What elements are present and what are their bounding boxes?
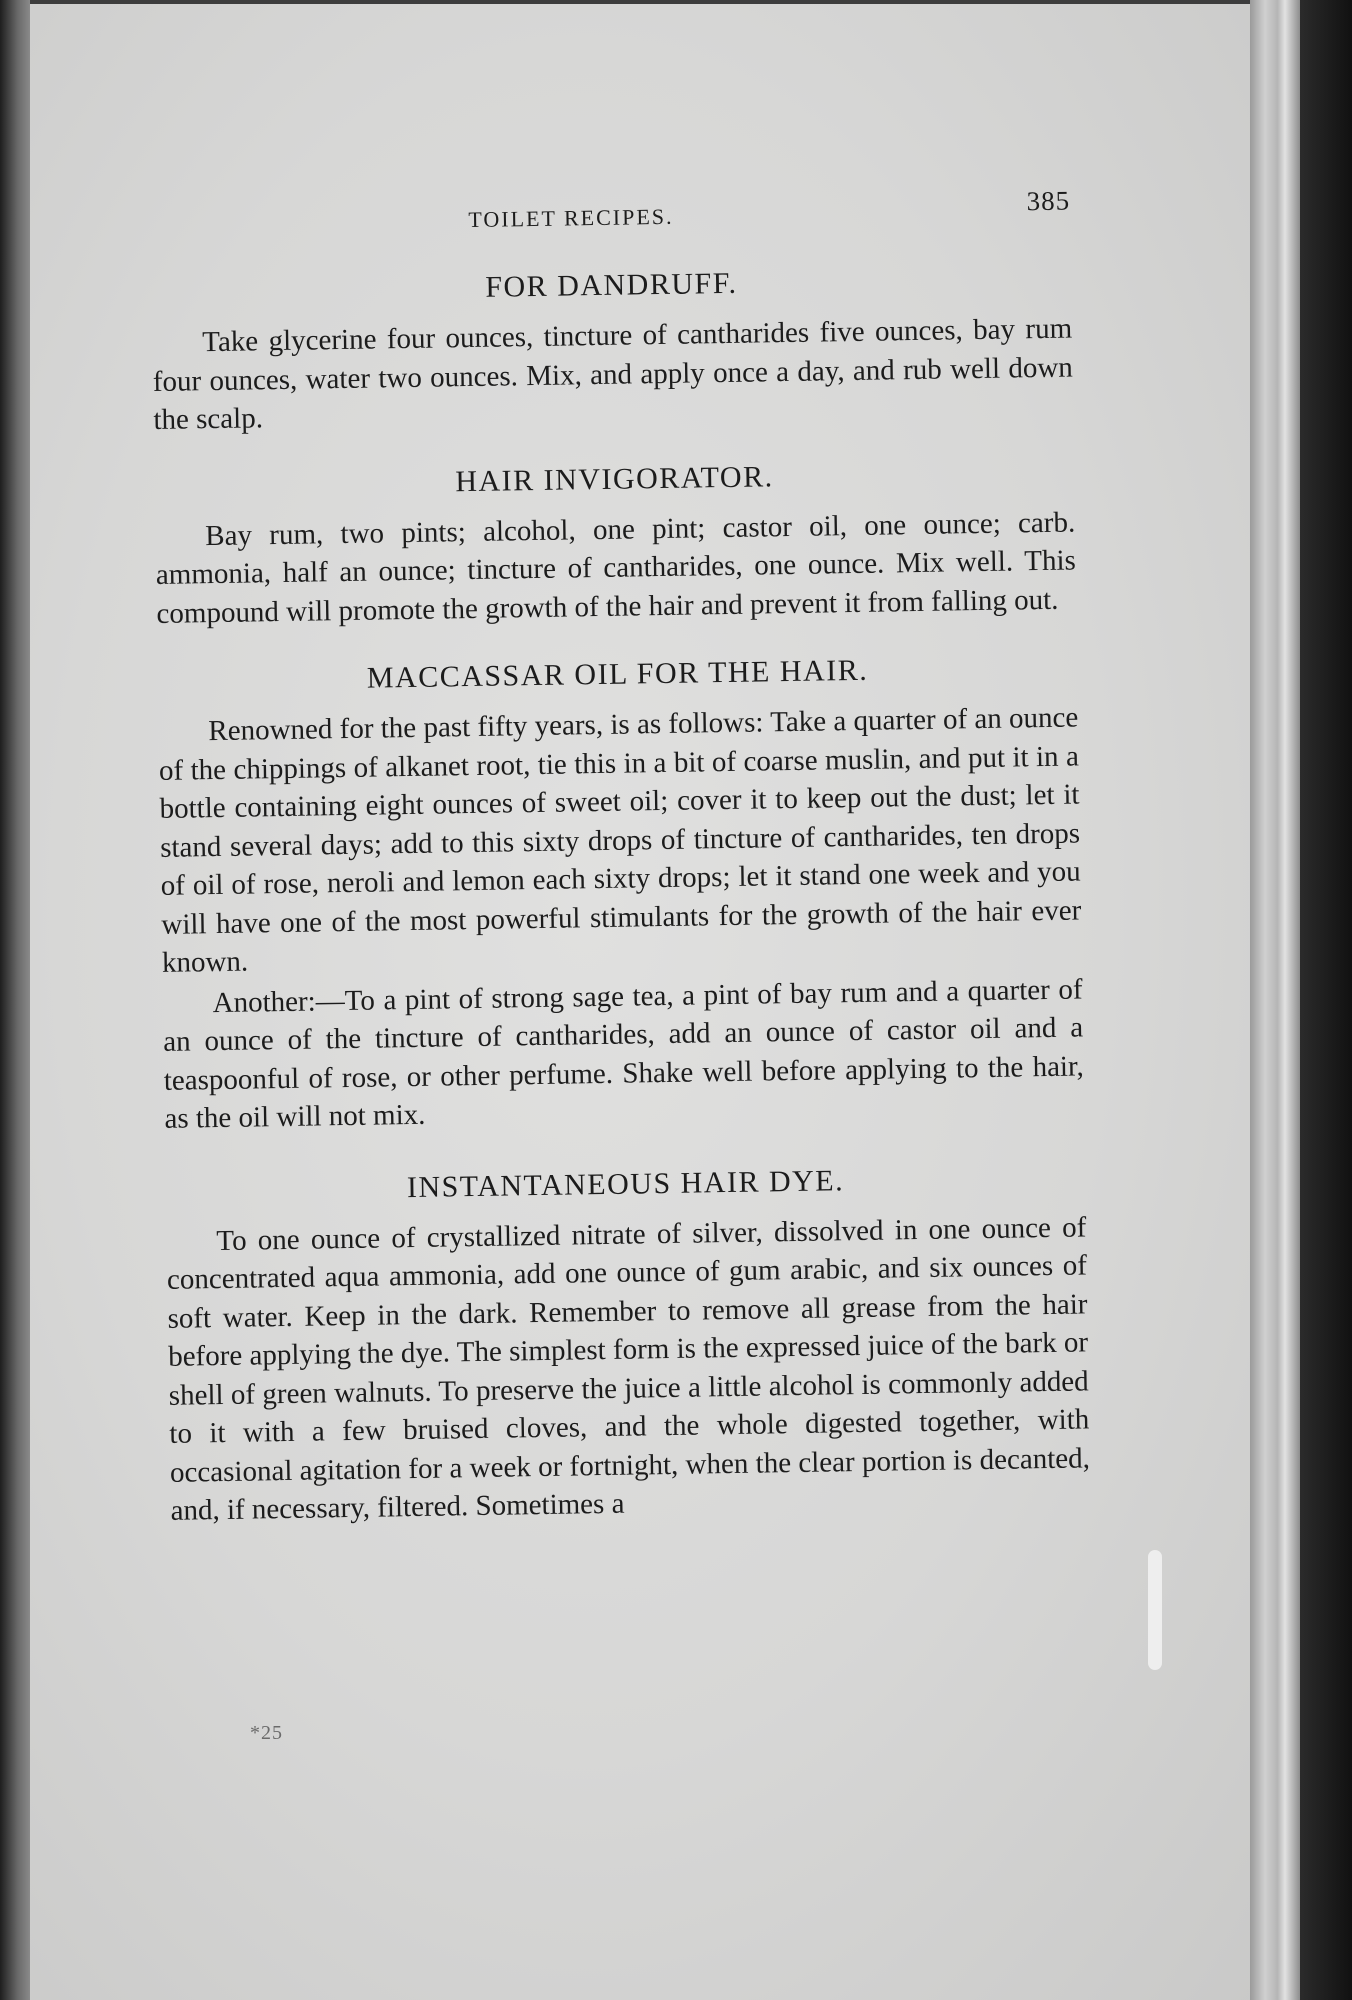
paragraph-hair-invigorator: Bay rum, two pints; alcohol, one pint; castor oil, one ounce; carb. ammonia, half an ounce; tincture of cantharides, one ounce. Mix well. This compound will promote the growth of the hair and prevent it from falling out. xyxy=(155,506,1077,630)
paragraph-dandruff: Take glycerine four ounces, tincture of cantharides five ounces, bay rum four ounces, water two ounces. Mix, and apply once a day, and rub well down the scalp. xyxy=(152,312,1073,436)
section-heading-hair-dye: INSTANTANEOUS HAIR DYE. xyxy=(406,1163,845,1204)
page-text-block xyxy=(150,186,1091,1531)
section-heading-maccassar-oil: MACCASSAR OIL FOR THE HAIR. xyxy=(366,653,869,695)
book-spine-left xyxy=(0,0,30,2000)
paragraph-maccassar-another: Another:—To a pint of strong sage tea, a pint of bay rum and a quarter of an ounce of the tincture of cantharides, add an ounce of castor oil and a teaspoonful of rose, or other perfume. Shake well before applying to the hair, as the oil will not mix. xyxy=(162,972,1084,1135)
printer-signature-mark: *25 xyxy=(250,1722,283,1744)
paper-stain xyxy=(1148,1550,1162,1670)
page-number: 385 xyxy=(1026,185,1071,217)
book-cover-right xyxy=(1300,0,1352,2000)
running-title: TOILET RECIPES. xyxy=(468,203,674,233)
paragraph-hair-dye: To one ounce of crystallized nitrate of silver, dissolved in one ounce of concentrated aqua ammonia, add one ounce of gum arabic, and six ounces of soft water. Keep in the dark. Remember to remove all grease from the hair before applying the dye. The simplest form is the expressed juice of the bark or shell of green walnuts. To preserve the juice a little alcohol is commonly added to it with a few bruised cloves, and the whole digested together, with occasional agitation for a week or fortnight, when the clear portion is decanted, and, if necessary, filtered. Sometimes a xyxy=(166,1210,1091,1527)
page-edges-right xyxy=(1250,0,1300,2000)
paragraph-maccassar-oil: Renowned for the past fifty years, is as follows: Take a quarter of an ounce of the chippings of alkanet root, tie this in a bit of coarse muslin, and put it in a bottle containing eight ounces of sweet oil; cover it to keep out the dust; let it stand several days; add to this sixty drops of tincture of cantharides, ten drops of oil of rose, neroli and lemon each sixty drops; let it stand one week and you will have one of the most powerful stimulants for the growth of the hair ever known. xyxy=(158,701,1082,979)
section-heading-dandruff: FOR DANDRUFF. xyxy=(485,266,738,304)
section-heading-hair-invigorator: HAIR INVIGORATOR. xyxy=(455,459,774,498)
